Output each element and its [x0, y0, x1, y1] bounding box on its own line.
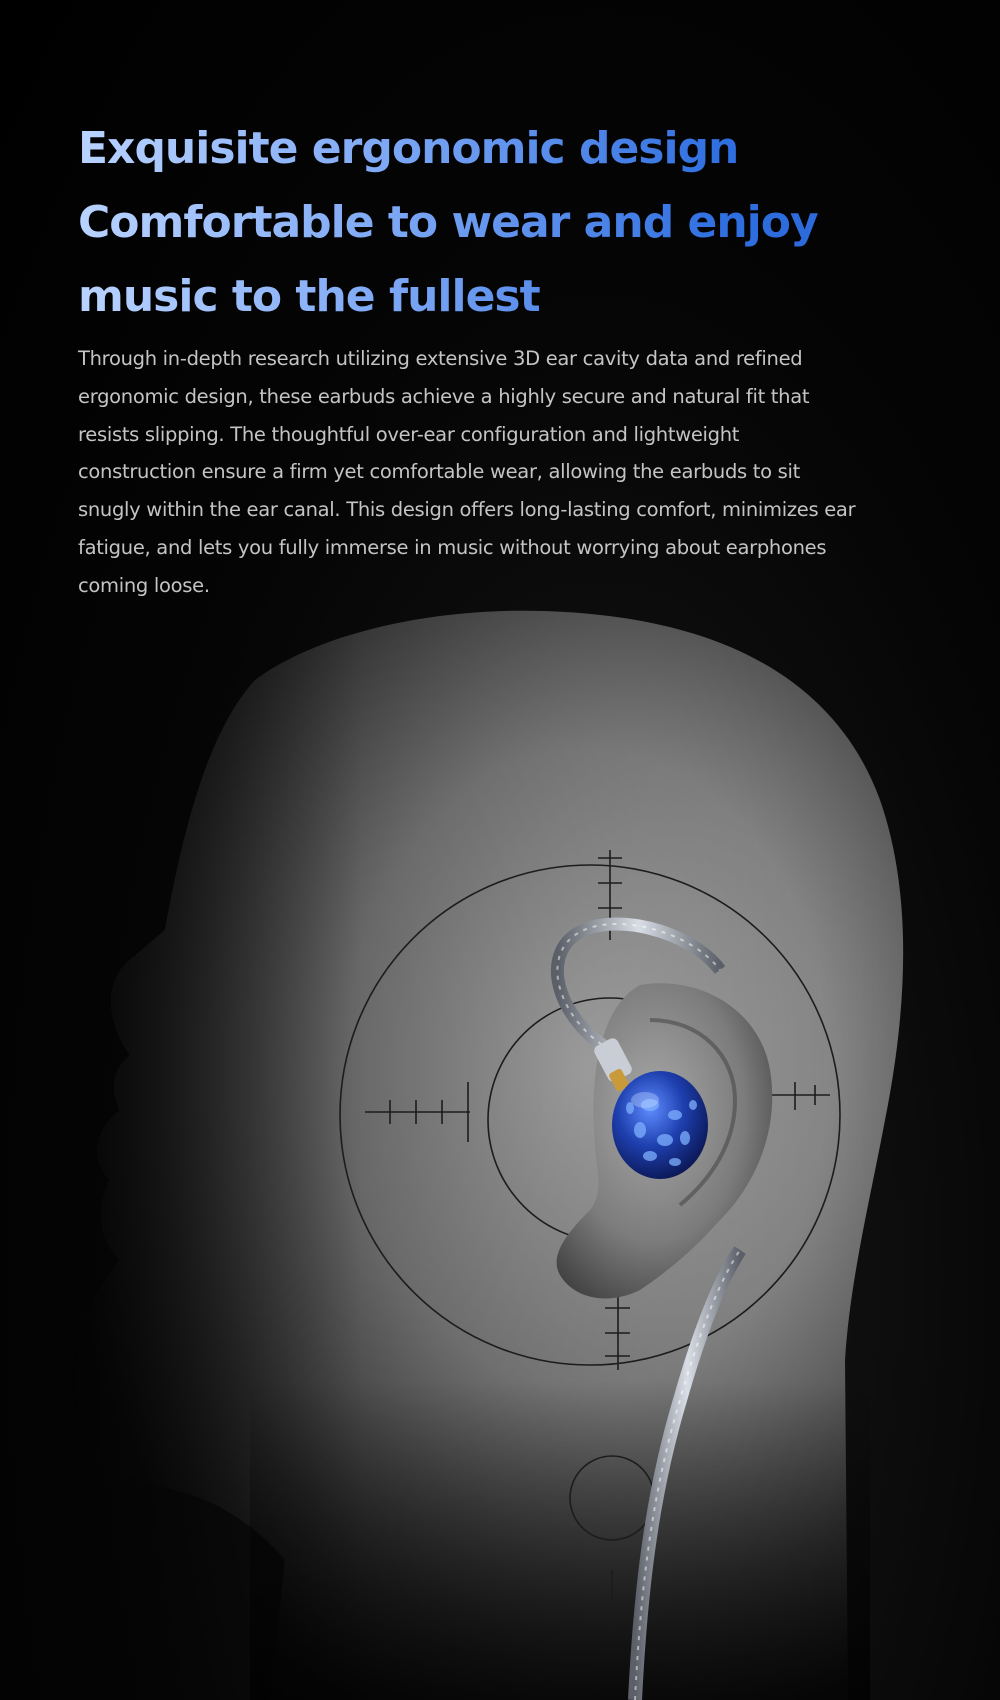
earbud [612, 1071, 708, 1179]
headline-line-3: music to the fullest [78, 260, 938, 334]
headline-line-2: Comfortable to wear and enjoy [78, 186, 938, 260]
mannequin-head-image [0, 600, 1000, 1700]
feature-description: Through in-depth research utilizing extensive 3D ear cavity data and refined ergonomic design, these earbuds achieve a highly secure and natural fit that resists slipping. The thoughtful over-ear configuration and lightweight construction ensure a firm yet comfortable wear, allowing the earbuds to sit snugly within the ear canal. This design offers long-lasting comfort, minimizes ear fatigue, and lets you fully immerse in music without worrying about earphones coming loose. [78, 347, 856, 597]
headline-line-1: Exquisite ergonomic design [78, 112, 938, 186]
feature-headline [78, 112, 938, 334]
